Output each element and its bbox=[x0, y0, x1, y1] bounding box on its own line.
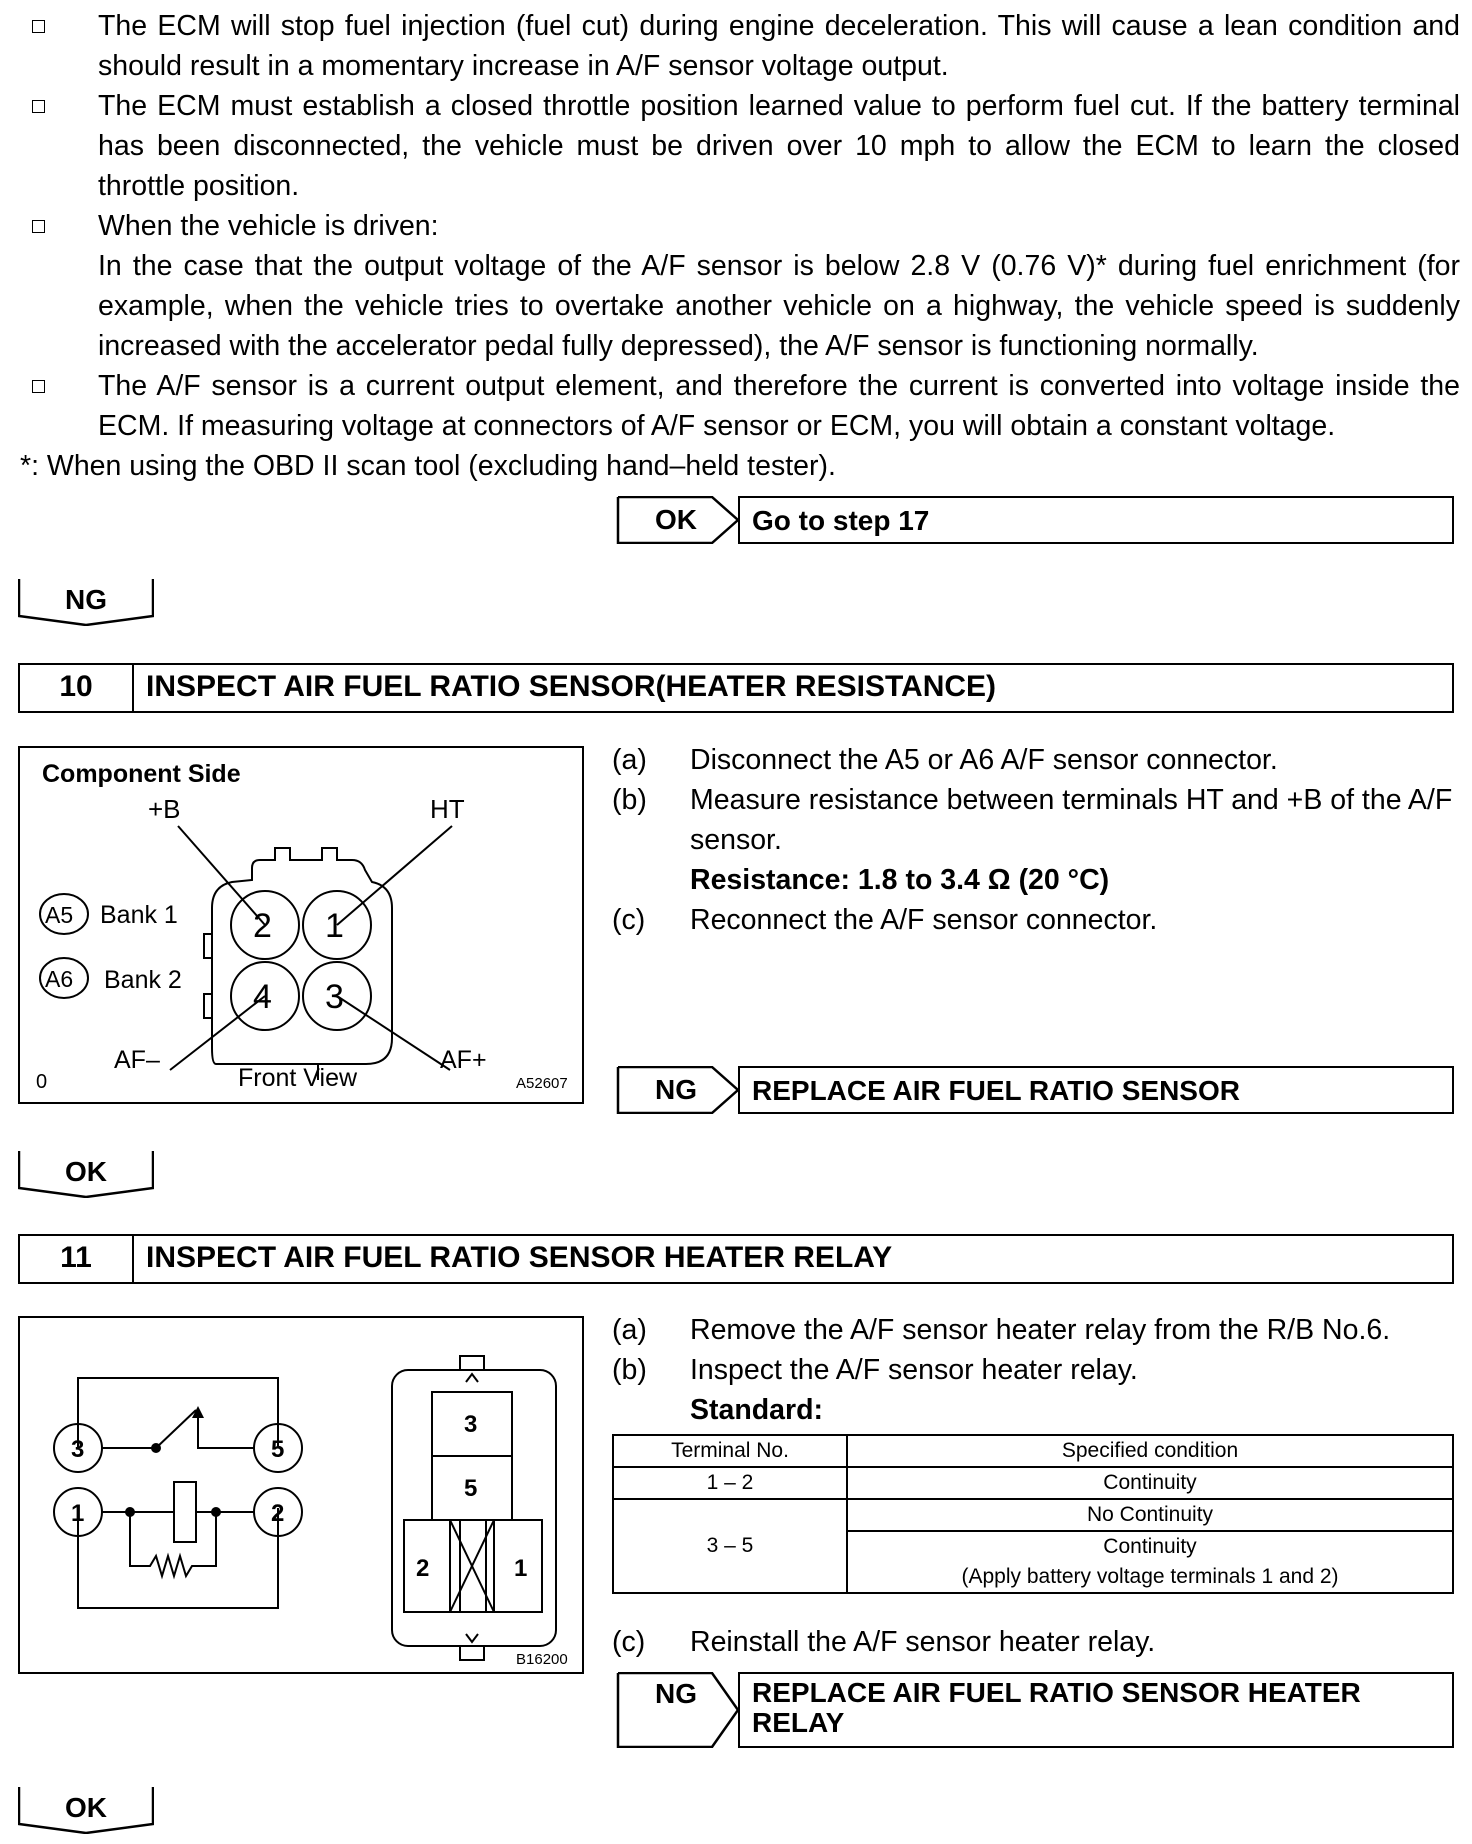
ht-label: HT bbox=[430, 794, 465, 824]
instruction-item: (a) Disconnect the A5 or A6 A/F sensor connector. bbox=[612, 744, 1278, 776]
checkbox-square-icon bbox=[32, 100, 45, 113]
heater-relay-figure bbox=[18, 1316, 584, 1674]
instruction-item: (a) Remove the A/F sensor heater relay from the R/B No.6. bbox=[612, 1314, 1391, 1346]
bank2-label: Bank 2 bbox=[104, 966, 182, 994]
step-10-instructions bbox=[612, 740, 1462, 940]
step-title: INSPECT AIR FUEL RATIO SENSOR(HEATER RESISTANCE) bbox=[146, 670, 997, 703]
plus-b-label: +B bbox=[148, 794, 181, 824]
a5-label: A5 bbox=[45, 902, 74, 928]
socket-1-label: 1 bbox=[514, 1555, 528, 1582]
step-number: 10 bbox=[20, 665, 134, 711]
table-row bbox=[613, 1467, 1453, 1499]
af-minus-label: AF– bbox=[114, 1046, 160, 1074]
step-title: INSPECT AIR FUEL RATIO SENSOR HEATER RELAY bbox=[146, 1241, 893, 1274]
front-view-label: Front View bbox=[238, 1064, 358, 1092]
result-text: Go to step 17 bbox=[738, 496, 1454, 544]
column-header: Terminal No. bbox=[613, 1435, 847, 1467]
instruction-item: (c) Reinstall the A/F sensor heater relay. bbox=[612, 1626, 1156, 1658]
condition-cell: No Continuity bbox=[847, 1499, 1453, 1531]
resistance-spec: Resistance: 1.8 to 3.4 Ω (20 °C) bbox=[690, 864, 1110, 896]
instruction-item: (c) Reconnect the A/F sensor connector. bbox=[612, 904, 1158, 936]
note-item: When the vehicle is driven: In the case that the output voltage of the A/F sensor is below 2.8 V (0.76 V)* during fuel enrichment (for example, when the vehicle tries to overtake another vehicle on a highway, the vehicle speed is suddenly increased with the accelerator pedal fully depressed), the A/F sensor is functioning normally. bbox=[20, 206, 1460, 366]
component-side-label: Component Side bbox=[42, 760, 241, 788]
checkbox-square-icon bbox=[32, 380, 45, 393]
checkbox-square-icon bbox=[32, 20, 45, 33]
socket-3-label: 3 bbox=[464, 1411, 478, 1438]
column-header: Specified condition bbox=[847, 1435, 1453, 1467]
result-text: REPLACE AIR FUEL RATIO SENSOR bbox=[738, 1066, 1454, 1114]
note-item: The A/F sensor is a current output element, and therefore the current is converted into voltage inside the ECM. If measuring voltage at connectors of A/F sensor or ECM, you will obtain a constant voltage. bbox=[20, 366, 1460, 446]
step-10-header bbox=[18, 663, 1454, 713]
notes-section bbox=[20, 6, 1460, 486]
pin-2-label: 2 bbox=[253, 907, 272, 945]
terminal-1-label: 1 bbox=[71, 1500, 85, 1527]
note-detail: In the case that the output voltage of the A/F sensor is below 2.8 V (0.76 V)* during fuel enrichment (for example, when the vehicle tries to overtake another vehicle on a highway, the vehicle speed is suddenly increased with the accelerator pedal fully depressed), the A/F sensor is functioning normally. bbox=[98, 250, 1460, 362]
terminal-cell: 1 – 2 bbox=[613, 1467, 847, 1499]
instruction-item: (b) Inspect the A/F sensor heater relay. Standard: bbox=[612, 1354, 1138, 1426]
condition-cell: Continuity (Apply battery voltage terminals 1 and 2) bbox=[847, 1531, 1453, 1593]
terminal-3-label: 3 bbox=[71, 1436, 85, 1463]
terminal-2-label: 2 bbox=[271, 1500, 285, 1527]
ng-result-replace-sensor[interactable]: NG REPLACE AIR FUEL RATIO SENSOR bbox=[616, 1066, 1454, 1114]
step-11-header bbox=[18, 1234, 1454, 1284]
ng-tab[interactable]: NG bbox=[18, 578, 154, 626]
af-plus-label: AF+ bbox=[440, 1046, 487, 1074]
figure-code: A52607 bbox=[516, 1075, 568, 1092]
af-sensor-connector-figure bbox=[18, 746, 584, 1104]
table-header-row bbox=[613, 1435, 1453, 1467]
step-11-instructions bbox=[612, 1310, 1462, 1430]
table-row bbox=[613, 1499, 1453, 1531]
standard-table bbox=[612, 1434, 1454, 1594]
step-11-instructions-c bbox=[612, 1622, 1462, 1662]
pin-1-label: 1 bbox=[325, 907, 344, 945]
ok-tab[interactable]: OK bbox=[18, 1786, 154, 1834]
figure-code: B16200 bbox=[516, 1651, 568, 1668]
standard-label: Standard: bbox=[690, 1394, 824, 1426]
a6-label: A6 bbox=[45, 966, 74, 992]
footnote: *: When using the OBD II scan tool (excluding hand–held tester). bbox=[20, 450, 836, 482]
bank1-label: Bank 1 bbox=[100, 901, 178, 929]
result-text: REPLACE AIR FUEL RATIO SENSOR HEATER RELAY bbox=[738, 1672, 1454, 1748]
terminal-cell: 3 – 5 bbox=[613, 1499, 847, 1593]
connector-diagram bbox=[20, 748, 586, 1106]
ok-tab[interactable]: OK bbox=[18, 1150, 154, 1198]
checkbox-square-icon bbox=[32, 220, 45, 233]
ok-result-go-step-17[interactable]: OK Go to step 17 bbox=[616, 496, 1454, 544]
note-item: The ECM must establish a closed throttle position learned value to perform fuel cut. If the battery terminal has been disconnected, the vehicle must be driven over 10 mph to allow the ECM to learn the closed throttle position. bbox=[20, 86, 1460, 206]
pin-4-label: 4 bbox=[253, 978, 272, 1016]
terminal-5-label: 5 bbox=[271, 1436, 285, 1463]
note-item: The ECM will stop fuel injection (fuel cut) during engine deceleration. This will cause a lean condition and should result in a momentary increase in A/F sensor voltage output. bbox=[20, 6, 1460, 86]
instruction-item: (b) Measure resistance between terminals HT and +B of the A/F sensor. Resistance: 1.8 to 3.4 Ω (20 °C) bbox=[612, 784, 1453, 896]
condition-note: (Apply battery voltage terminals 1 and 2) bbox=[961, 1565, 1339, 1588]
relay-circuit-diagram bbox=[20, 1318, 586, 1676]
step-number: 11 bbox=[20, 1236, 134, 1282]
corner-mark: 0 bbox=[36, 1071, 48, 1093]
pin-3-label: 3 bbox=[325, 978, 344, 1016]
socket-2-label: 2 bbox=[416, 1555, 430, 1582]
condition-cell: Continuity bbox=[847, 1467, 1453, 1499]
ng-result-replace-relay[interactable]: NG REPLACE AIR FUEL RATIO SENSOR HEATER RELAY bbox=[616, 1672, 1454, 1748]
socket-5-label: 5 bbox=[464, 1475, 478, 1502]
